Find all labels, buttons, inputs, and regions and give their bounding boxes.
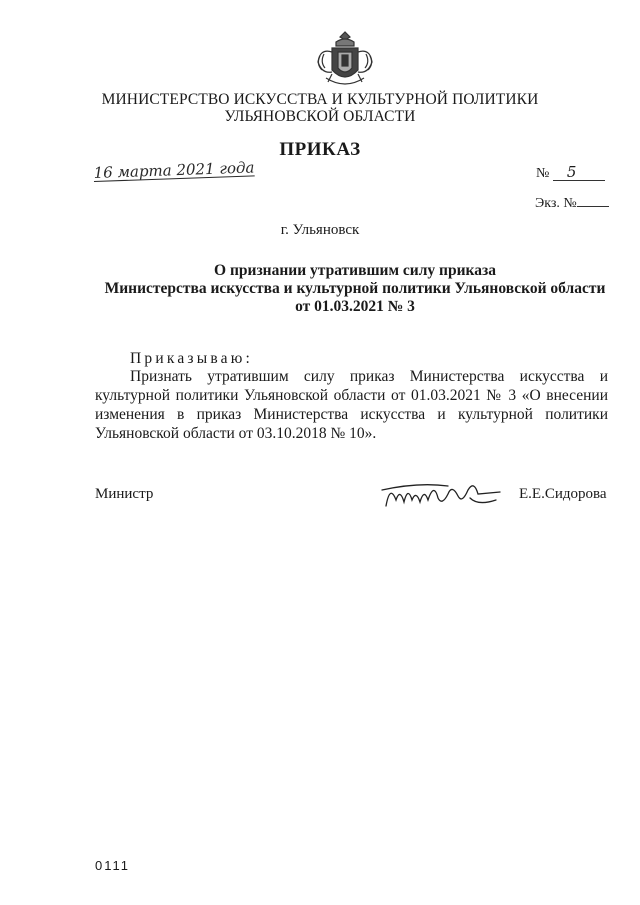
subject-line3: от 01.03.2021 № 3 bbox=[295, 298, 415, 315]
copy-number-blank bbox=[577, 194, 609, 207]
signature-icon bbox=[378, 476, 506, 512]
order-number-label: № bbox=[536, 166, 550, 181]
ministry-name-line2: УЛЬЯНОВСКОЙ ОБЛАСТИ bbox=[224, 108, 416, 125]
document-title: ПРИКАЗ bbox=[279, 139, 361, 160]
copy-number bbox=[535, 194, 609, 212]
subject-line1: О признании утратившим силу приказа bbox=[214, 262, 496, 279]
order-number bbox=[536, 164, 605, 182]
body-paragraph: Признать утратившим силу приказ Министерства искусства и культурной политики Ульяновской области от 01.03.2021 № 3 «О внесении изменения в приказ Министерства искусства и культурной политики Ульяновской области от 03.10.2018 № 10». bbox=[95, 368, 608, 442]
subject-line2: Министерства искусства и культурной политики Ульяновской области bbox=[104, 280, 606, 297]
footer-code: 0111 bbox=[95, 858, 130, 873]
order-number-value: 5 bbox=[553, 164, 605, 181]
handwritten-date: 16 марта 2021 года bbox=[93, 158, 255, 182]
copy-number-label: Экз. № bbox=[535, 196, 577, 211]
ministry-name-line1: МИНИСТЕРСТВО ИСКУССТВА И КУЛЬТУРНОЙ ПОЛИТИКИ bbox=[101, 91, 539, 108]
signatory-title: Министр bbox=[95, 486, 154, 502]
signatory-name: Е.Е.Сидорова bbox=[519, 486, 607, 502]
order-verb: Приказываю: bbox=[130, 350, 254, 367]
city: г. Ульяновск bbox=[280, 222, 360, 238]
coat-of-arms-icon bbox=[312, 28, 378, 94]
